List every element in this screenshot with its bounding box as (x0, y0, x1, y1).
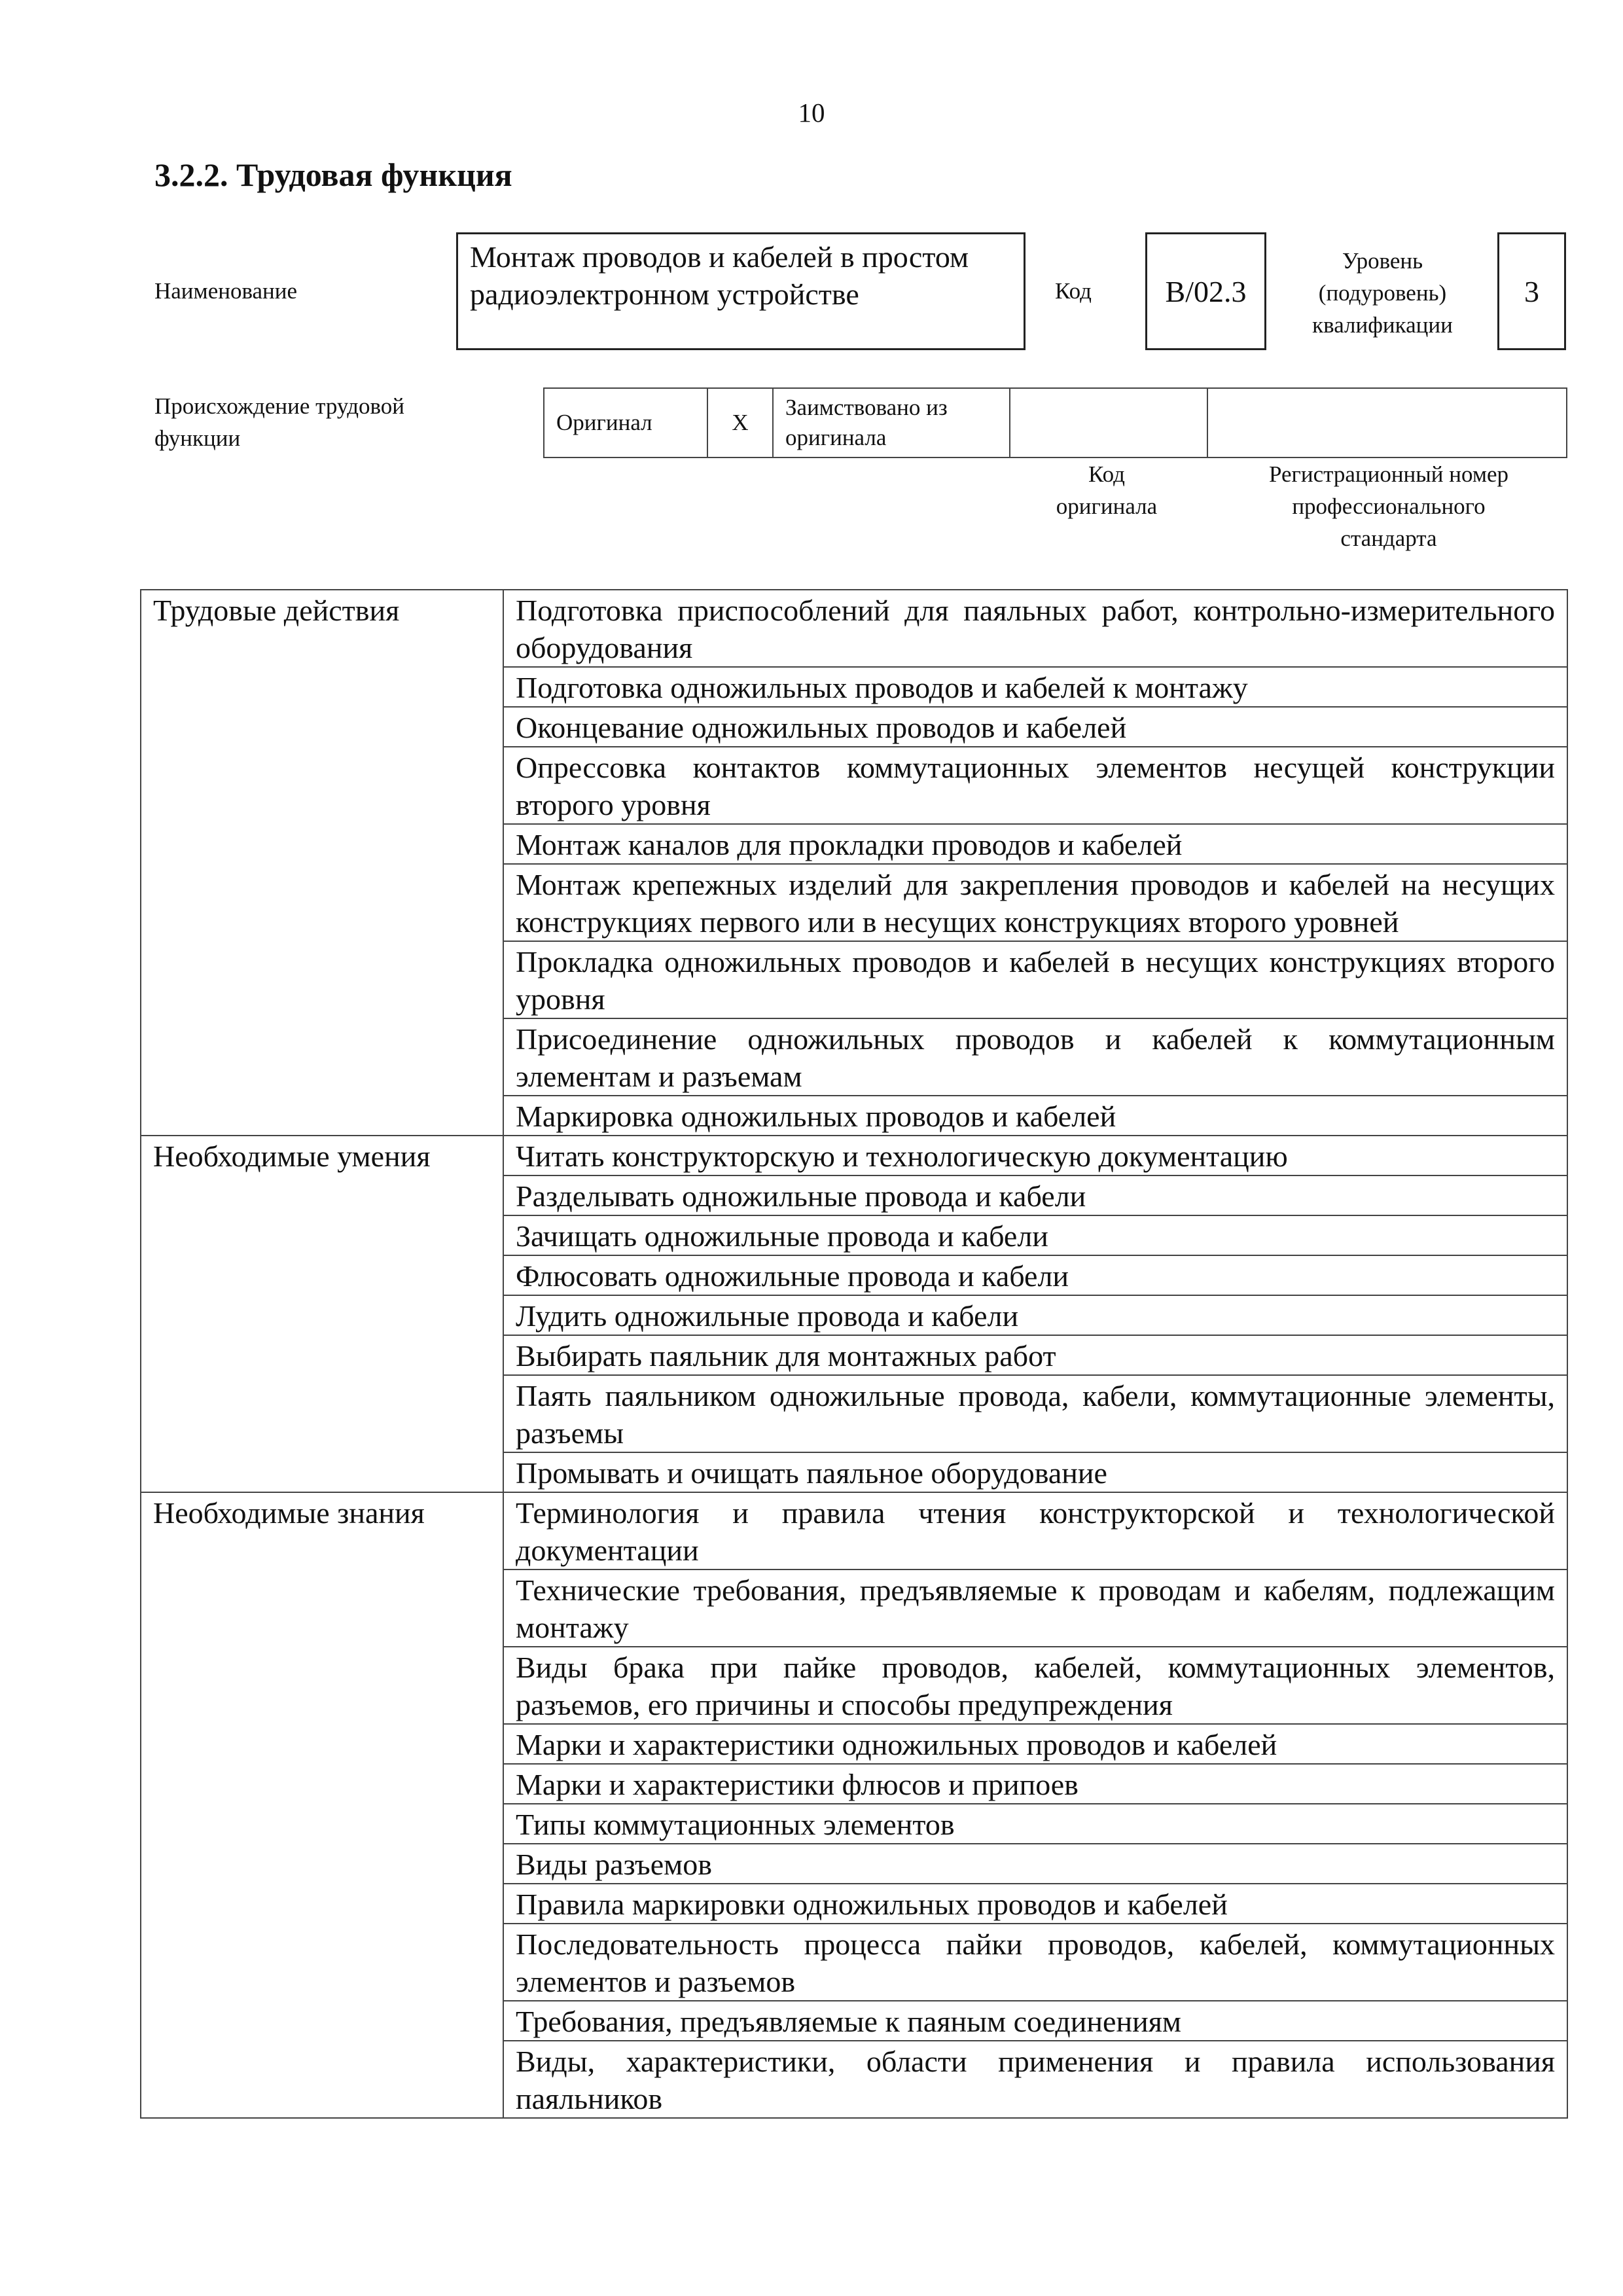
table-cell-item: Подготовка одножильных проводов и кабелей к монтажу (503, 667, 1567, 707)
table-cell-item: Маркировка одножильных проводов и кабелей (503, 1096, 1567, 1136)
origin-table (543, 387, 1567, 458)
table-cell-item: Последовательность процесса пайки проводов, кабелей, коммутационных элементов и разъемов (503, 1924, 1567, 2001)
caption-reg-line-1: Регистрационный номер (1268, 461, 1509, 487)
table-cell-item: Читать конструкторскую и технологическую документацию (503, 1136, 1567, 1175)
table-cell-item: Опрессовка контактов коммутационных элементов несущей конструкции второго уровня (503, 747, 1567, 824)
caption-registration-number (1205, 458, 1572, 554)
origin-label-line-2: функции (154, 425, 241, 451)
table-cell-item: Виды брака при пайке проводов, кабелей, коммутационных элементов, разъемов, его причины и способы предупреждения (503, 1647, 1567, 1724)
level-label-line-3: квалификации (1312, 312, 1453, 338)
caption-reg-line-2: профессионального (1292, 493, 1486, 519)
section-category: Трудовые действия (141, 590, 503, 1136)
caption-reg-line-3: стандарта (1340, 526, 1437, 551)
function-name-box (456, 232, 1026, 350)
table-row (141, 590, 1567, 667)
borrowed-label-line-1: Заимствовано из (785, 395, 948, 420)
registration-number-cell (1207, 388, 1567, 457)
borrowed-label (773, 388, 1010, 457)
origin-label (154, 390, 404, 454)
table-cell-item: Требования, предъявляемые к паяным соединениям (503, 2001, 1567, 2041)
table-cell-item: Правила маркировки одножильных проводов и кабелей (503, 1884, 1567, 1924)
section-category: Необходимые умения (141, 1136, 503, 1492)
table-cell-item: Монтаж крепежных изделий для закрепления проводов и кабелей на несущих конструкциях первого или в несущих конструкциях второго уровней (503, 864, 1567, 941)
table-cell-item: Прокладка одножильных проводов и кабелей в несущих конструкциях второго уровня (503, 941, 1567, 1018)
table-cell-item: Разделывать одножильные провода и кабели (503, 1175, 1567, 1215)
table-cell-item: Выбирать паяльник для монтажных работ (503, 1335, 1567, 1375)
section-category: Необходимые знания (141, 1492, 503, 2118)
caption-original-code (1008, 458, 1205, 522)
level-value: 3 (1524, 274, 1539, 308)
table-cell-item: Подготовка приспособлений для паяльных работ, контрольно-измерительного оборудования (503, 590, 1567, 667)
code-box (1145, 232, 1266, 350)
table-cell-item: Оконцевание одножильных проводов и кабелей (503, 707, 1567, 747)
table-cell-item: Монтаж каналов для прокладки проводов и кабелей (503, 824, 1567, 864)
table-cell-item: Виды, характеристики, области применения и правила использования паяльников (503, 2041, 1567, 2118)
original-code-cell (1010, 388, 1207, 457)
page-number: 10 (798, 98, 825, 128)
table-cell-item: Промывать и очищать паяльное оборудование (503, 1452, 1567, 1492)
level-box (1497, 232, 1566, 350)
table-cell-item: Паять паяльником одножильные провода, кабели, коммутационные элементы, разъемы (503, 1375, 1567, 1452)
code-value: B/02.3 (1165, 274, 1247, 308)
table-row (141, 1492, 1567, 1570)
table-cell-item: Виды разъемов (503, 1844, 1567, 1884)
table-cell-item: Лудить одножильные провода и кабели (503, 1295, 1567, 1335)
table-row (141, 1136, 1567, 1175)
function-details-table (140, 589, 1568, 2119)
level-label-line-1: Уровень (1342, 248, 1423, 274)
name-label: Наименование (154, 278, 298, 304)
level-label-line-2: (подуровень) (1318, 280, 1447, 306)
section-title: 3.2.2. Трудовая функция (154, 156, 512, 193)
level-label (1283, 245, 1482, 341)
table-cell-item: Технические требования, предъявляемые к проводам и кабелям, подлежащим монтажу (503, 1570, 1567, 1647)
table-cell-item: Терминология и правила чтения конструкторской и технологической документации (503, 1492, 1567, 1570)
table-cell-item: Типы коммутационных элементов (503, 1804, 1567, 1844)
table-cell-item: Присоединение одножильных проводов и кабелей к коммутационным элементам и разъемам (503, 1018, 1567, 1096)
code-label: Код (1055, 278, 1092, 304)
borrowed-label-line-2: оригинала (785, 425, 887, 450)
table-cell-item: Флюсовать одножильные провода и кабели (503, 1255, 1567, 1295)
original-mark: X (707, 388, 773, 457)
caption-code-line-1: Код (1088, 461, 1125, 487)
table-cell-item: Зачищать одножильные провода и кабели (503, 1215, 1567, 1255)
original-label: Оригинал (544, 388, 707, 457)
origin-label-line-1: Происхождение трудовой (154, 393, 405, 419)
caption-code-line-2: оригинала (1056, 493, 1158, 519)
table-cell-item: Марки и характеристики флюсов и припоев (503, 1764, 1567, 1804)
function-name-value: Монтаж проводов и кабелей в простом радиоэлектронном устройстве (470, 240, 969, 311)
table-cell-item: Марки и характеристики одножильных проводов и кабелей (503, 1724, 1567, 1764)
